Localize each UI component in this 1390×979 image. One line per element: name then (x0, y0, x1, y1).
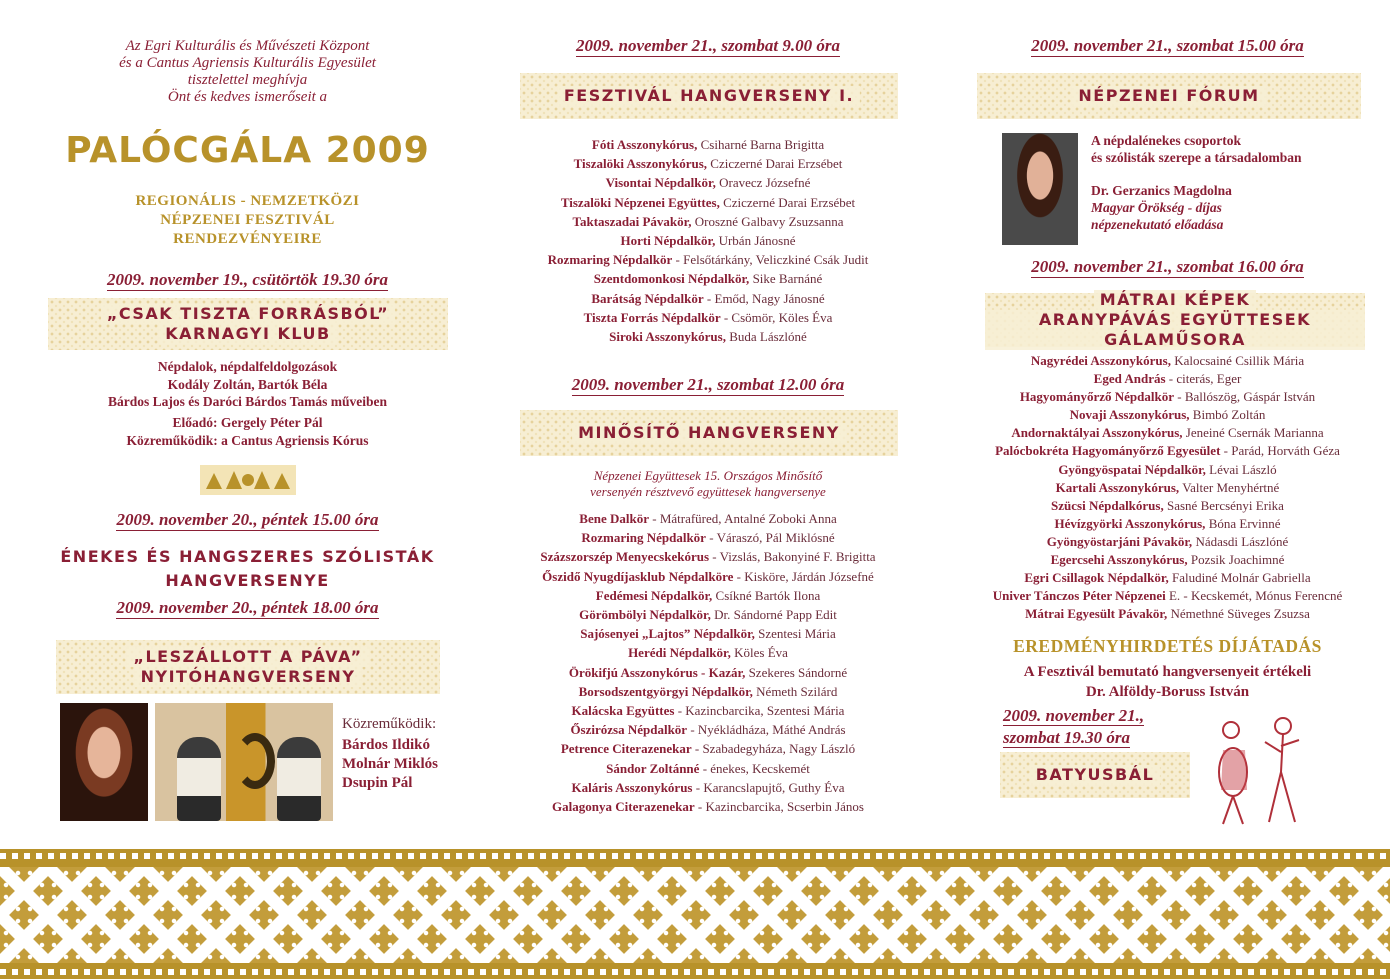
list-item (488, 682, 928, 701)
intro-line: tisztelettel meghívja (187, 72, 308, 88)
ensemble-detail: Cziczerné Darai Erzsébet (707, 156, 843, 172)
border-edge (0, 967, 1390, 977)
banner-title: ARANYPÁVÁS EGYÜTTESEK GÁLAMŰSORA (985, 310, 1365, 350)
ensemble-detail: - Karancslapujtő, Guthy Éva (692, 779, 845, 795)
ensemble-name: Eged András (1093, 371, 1166, 387)
intro-line: Önt és kedves ismerőseit a (167, 89, 328, 105)
list-item (488, 212, 928, 231)
ensemble-name: Siroki Asszonykórus, (609, 329, 726, 345)
event-date: 2009. november 21., szombat 12.00 óra (571, 375, 845, 394)
event-banner (48, 298, 448, 350)
list-item (488, 135, 928, 154)
ensemble-name: Hévízgyörki Asszonykórus, (1054, 515, 1206, 531)
event-date: 2009. november 21., szombat 15.00 óra (1031, 36, 1304, 55)
list-item (955, 479, 1380, 497)
ensemble-detail: Nádasdi Lászlóné (1192, 533, 1289, 549)
ensemble-detail: - énekes, Kecskemét (699, 760, 810, 776)
ensemble-detail: Bóna Ervinné (1205, 515, 1281, 531)
forum-description: A népdalénekes csoportok és szólisták szerepe a társadalomban Dr. Gerzanics Magdolna Magyar Örökség - díjas népzenekutató előadása (1091, 132, 1376, 233)
ensemble-name: Őszidő Nyugdíjasklub Népdalköre (542, 568, 734, 584)
ensemble-detail: Oroszné Galbavy Zsuzsanna (691, 213, 844, 229)
list-item (488, 567, 928, 586)
ensemble-name: Visontai Népdalkör, (605, 175, 716, 191)
credits-label: Közreműködik: (342, 716, 437, 732)
ensemble-detail: Csíkné Bartók Ilona (712, 587, 821, 603)
list-item (488, 193, 928, 212)
border-pattern (0, 867, 1390, 963)
list-item (955, 569, 1380, 587)
event-date: 2009. november 20., péntek 15.00 óra (116, 510, 379, 529)
ensemble-detail: Sike Barnáné (749, 271, 823, 287)
ensemble-name: Barátság Népdalkör (591, 290, 704, 306)
list-item (488, 759, 928, 778)
list-item (488, 231, 928, 250)
list-item (488, 778, 928, 797)
list-item (955, 533, 1380, 551)
ensemble-detail: E. - Kecskemét, Mónus Ferencné (1165, 588, 1343, 604)
results-description: A Fesztivál bemutató hangversenyeit értékeli Dr. Alföldy-Boruss István (1023, 664, 1312, 700)
list-item (488, 528, 928, 547)
list-item (488, 327, 928, 346)
embroidery-border (0, 849, 1390, 979)
ensemble-name: Gyöngyöstarjáni Pávakör, (1046, 533, 1193, 549)
intro-line: Az Egri Kulturális és Művészeti Központ (125, 38, 370, 54)
program-description: Népdalok, népdalfeldolgozások Kodály Zoltán, Bartók Béla Bárdos Lajos és Daróci Bárdos Tamás műveiben (107, 359, 388, 409)
list-item (488, 173, 928, 192)
list-item (488, 701, 928, 720)
ensemble-detail: Oravecz Józsefné (715, 175, 811, 191)
ensemble-detail: Némethné Süveges Zsuzsa (1167, 606, 1310, 622)
list-item (955, 406, 1380, 424)
ensemble-detail: - Mátrafüred, Antalné Zoboki Anna (648, 511, 837, 526)
ensemble-name: Őszirózsa Népdalkör (570, 722, 688, 738)
list-item (955, 515, 1380, 533)
ensemble-name: Fóti Asszonykórus, (591, 137, 698, 152)
ensemble-detail: - Csömör, Köles Éva (720, 309, 833, 325)
list-item (488, 720, 928, 739)
banner-title: FESZTIVÁL HANGVERSENY I. (558, 86, 860, 106)
soloists-heading: ÉNEKES ÉS HANGSZERES SZÓLISTÁK HANGVERSENYE (60, 547, 435, 590)
banner-title: KARNAGYI KLUB (159, 324, 336, 344)
list-item (955, 587, 1380, 605)
event-date: 2009. november 21., szombat 16.00 óra (1031, 257, 1304, 276)
ensemble-name: Rozmaring Népdalkör (547, 252, 673, 268)
ensemble-detail: - Vizslás, Bakonyiné F. Brigitta (709, 549, 876, 565)
ensemble-name: Kartali Asszonykórus, (1055, 479, 1180, 495)
banner-title: MÁTRAI KÉPEK (1094, 290, 1257, 310)
list-item (488, 605, 928, 624)
list-item (955, 424, 1380, 442)
ensemble-detail: - Nyékládháza, Máthé András (687, 722, 846, 738)
ensemble-name: Örökifjú Asszonykórus - Kazár, (568, 664, 746, 680)
column-middle (488, 0, 928, 840)
list-item (955, 497, 1380, 515)
ensemble-name: Andornaktályai Asszonykórus, (1011, 425, 1183, 441)
ensemble-name: Hagyományőrző Népdalkör (1019, 389, 1175, 405)
performer-list (488, 135, 928, 346)
musicians-photo (155, 703, 333, 821)
intro-line: és a Cantus Agriensis Kulturális Egyesület (119, 55, 376, 71)
banner-title: NYITÓHANGVERSENY (135, 667, 362, 687)
list-item (955, 442, 1380, 460)
ensemble-name: Galagonya Citerazenekar (552, 799, 695, 815)
event-banner (985, 290, 1365, 349)
event-date: 2009. november 20., péntek 18.00 óra (116, 598, 379, 617)
event-date: 2009. november 19., csütörtök 19.30 óra (107, 270, 388, 289)
ensemble-name: Gyöngyöspatai Népdalkör, (1058, 461, 1206, 477)
ensemble-name: Borsodszentgyörgyi Népdalkör, (578, 683, 753, 699)
ensemble-detail: Szentesi Mária (754, 626, 836, 642)
ensemble-detail: - citerás, Eger (1165, 371, 1242, 387)
event-date: 2009. november 21., szombat 19.30 óra (1003, 706, 1145, 747)
ensemble-name: Tiszalöki Népzenei Együttes, (560, 194, 720, 210)
ensemble-name: Egercsehi Asszonykórus, (1050, 552, 1188, 568)
list-item (488, 586, 928, 605)
ensemble-detail: Valter Menyhértné (1179, 479, 1280, 495)
singer-photo (60, 703, 148, 821)
ensemble-detail: Bimbó Zoltán (1189, 407, 1266, 423)
ensemble-name: Mátrai Egyesült Pávakör, (1025, 606, 1168, 622)
ensemble-name: Görömbölyi Népdalkör, (579, 607, 711, 623)
ensemble-name: Palócbokréta Hagyományőrző Egyesület (995, 443, 1221, 459)
ensemble-detail: Szekeres Sándorné (745, 664, 848, 680)
list-item (488, 308, 928, 327)
ensemble-detail: Csiharné Barna Brigitta (697, 137, 825, 152)
ensemble-detail: Dr. Sándorné Papp Edit (710, 607, 837, 623)
subtitle-line: RENDEZVÉNYEIRE (173, 231, 322, 247)
list-item (955, 605, 1380, 623)
list-item (955, 352, 1380, 370)
ensemble-name: Sajósenyei „Lajtos” Népdalkör, (580, 626, 755, 642)
crescent-decoration (235, 733, 275, 789)
banner-title: NÉPZENEI FÓRUM (1072, 86, 1265, 106)
banner-title: „LESZÁLLOTT A PÁVA” (127, 647, 368, 667)
ensemble-name: Bene Dalkör (579, 511, 649, 526)
list-item (488, 250, 928, 269)
list-item (488, 663, 928, 682)
ensemble-detail: Faludiné Molnár Gabriella (1168, 570, 1311, 586)
ensemble-detail: Kalocsainé Csillik Mária (1170, 353, 1305, 368)
list-item (488, 643, 928, 662)
list-item (488, 154, 928, 173)
ensemble-detail: - Felsőtárkány, Veliczkiné Csák Judit (672, 252, 869, 268)
musician-figure (177, 737, 221, 821)
credits-names: Bárdos Ildikó Molnár Miklós Dsupin Pál (342, 737, 438, 791)
ensemble-name: Sándor Zoltánné (606, 760, 700, 776)
ensemble-detail: - Parád, Horváth Géza (1220, 443, 1340, 459)
ensemble-name: Tiszalöki Asszonykórus, (573, 156, 708, 172)
ensemble-detail: Sasné Bercsényi Erika (1163, 497, 1284, 513)
ensemble-name: Kaláris Asszonykórus (571, 779, 693, 795)
ensemble-name: Szücsi Népdalkórus, (1051, 497, 1164, 513)
banner-title: „CSAK TISZTA FORRÁSBÓL” (101, 304, 395, 324)
ensemble-detail: Urbán Jánosné (715, 233, 796, 249)
list-item (488, 547, 928, 566)
banner-title: BATYUSBÁL (1030, 765, 1161, 785)
ensemble-detail: - Ballószög, Gáspár István (1174, 389, 1316, 405)
ensemble-name: Szentdomonkosi Népdalkör, (593, 271, 750, 287)
list-item (488, 289, 928, 308)
ensemble-name: Egri Csillagok Népdalkör, (1024, 570, 1169, 586)
performers: Előadó: Gergely Péter Pál Közreműködik: a Cantus Agriensis Kórus (126, 415, 369, 448)
ensemble-name: Petrence Citerazenekar (560, 741, 692, 757)
ensemble-detail: Köles Éva (730, 645, 788, 661)
folk-ornament-icon (200, 465, 296, 495)
banner-title: MINŐSÍTŐ HANGVERSENY (572, 423, 846, 443)
list-item (488, 739, 928, 758)
ensemble-name: Univer Tánczos Péter Népzenei (992, 588, 1166, 604)
festival-title: PALÓCGÁLA 2009 (65, 130, 430, 171)
ensemble-detail: - Emőd, Nagy Jánosné (703, 290, 825, 306)
border-edge (0, 849, 1390, 863)
ensemble-name: Novaji Asszonykórus, (1069, 407, 1190, 423)
folk-musicians-icon (1203, 712, 1313, 827)
event-banner (520, 73, 898, 119)
competition-intro: Népzenei Együttesek 15. Országos Minősítő versenyén résztvevő együttesek hangversenye (590, 468, 826, 499)
list-item (488, 269, 928, 288)
event-banner (520, 410, 898, 456)
list-item (488, 624, 928, 643)
ensemble-name: Kalácska Együttes (571, 703, 675, 719)
ensemble-detail: Jeneiné Csernák Marianna (1182, 425, 1324, 441)
ensemble-detail: Lévai László (1205, 461, 1277, 477)
list-item (955, 370, 1380, 388)
ensemble-detail: Németh Szilárd (752, 683, 838, 699)
ensemble-name: Nagyrédei Asszonykórus, (1030, 353, 1171, 368)
ensemble-detail: Pozsik Joachimné (1187, 552, 1285, 568)
performer-list (488, 509, 928, 816)
ensemble-detail: - Kisköre, Járdán Józsefné (733, 568, 874, 584)
ensemble-detail: - Váraszó, Pál Miklósné (705, 530, 835, 546)
subtitle-line: REGIONÁLIS - NEMZETKÖZI (135, 193, 360, 209)
ensemble-name: Horti Népdalkör, (620, 233, 716, 249)
ensemble-name: Százszorszép Menyecskekórus (540, 549, 710, 565)
ensemble-name: Fedémesi Népdalkör, (595, 587, 713, 603)
event-banner (1000, 752, 1190, 798)
ensemble-name: Tiszta Forrás Népdalkör (583, 309, 721, 325)
ensemble-name: Rozmaring Népdalkör (581, 530, 706, 546)
list-item (488, 797, 928, 816)
ensemble-detail: - Kazincbarcika, Scserbin János (694, 799, 864, 815)
list-item (955, 461, 1380, 479)
list-item (955, 551, 1380, 569)
event-banner (977, 73, 1361, 119)
musician-figure (277, 737, 321, 821)
subtitle-line: NÉPZENEI FESZTIVÁL (160, 212, 335, 228)
column-left (40, 0, 455, 840)
ensemble-detail: - Kazincbarcika, Szentesi Mária (674, 703, 845, 719)
ensemble-detail: Buda Lászlóné (725, 329, 807, 345)
invitation-intro (40, 38, 455, 106)
festival-subtitle (40, 192, 455, 249)
event-date: 2009. november 21., szombat 9.00 óra (576, 36, 840, 55)
ensemble-detail: - Szabadegyháza, Nagy László (691, 741, 856, 757)
list-item (488, 509, 928, 528)
ensemble-detail: Cziczerné Darai Erzsébet (719, 194, 856, 210)
ensemble-name: Herédi Népdalkör, (628, 645, 731, 661)
event-banner (56, 640, 440, 694)
column-right (955, 0, 1380, 840)
results-title: EREDMÉNYHIRDETÉS DÍJÁTADÁS (1013, 636, 1322, 656)
lecturer-photo (1002, 133, 1078, 245)
forum-speaker: Dr. Gerzanics Magdolna (1091, 183, 1232, 198)
list-item (955, 388, 1380, 406)
performer-list (955, 352, 1380, 623)
ensemble-name: Taktaszadai Pávakör, (572, 213, 692, 229)
